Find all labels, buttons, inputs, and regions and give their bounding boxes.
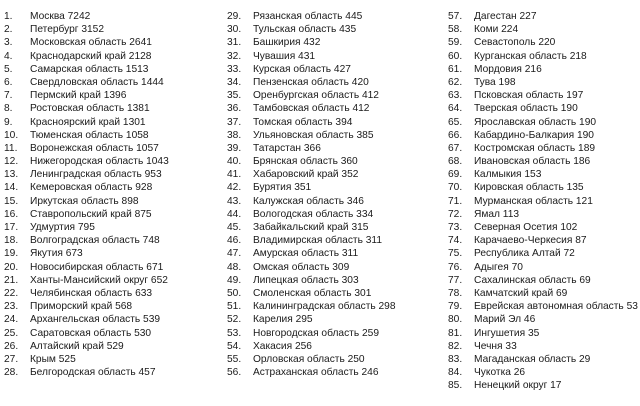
list-item-number: 56.: [227, 367, 242, 379]
list-item-number: 25.: [4, 327, 19, 339]
list-item-text: Приморский край 568: [30, 301, 133, 313]
list-item-number: 84.: [448, 367, 463, 379]
list-item-text: Петербург 3152: [30, 24, 104, 36]
list-item-number: 67.: [448, 142, 463, 154]
list-item-text: Белгородская область 457: [30, 367, 156, 379]
list-item-text: Брянская область 360: [253, 156, 358, 168]
list-item-text: Пермский край 1396: [30, 90, 127, 102]
list-item-number: 60.: [448, 50, 463, 62]
list-item-text: Тува 198: [474, 76, 516, 88]
list-item-text: Калмыкия 153: [474, 169, 542, 181]
list-item-text: Архангельская область 539: [30, 314, 161, 326]
list-item-text: Воронежская область 1057: [30, 142, 159, 154]
list-item-number: 24.: [4, 314, 19, 326]
list-item-text: Удмуртия 795: [30, 222, 95, 233]
list-item-text: Камчатский край 69: [474, 287, 568, 299]
list-item-number: 16.: [4, 208, 19, 220]
list-item-number: 73.: [448, 222, 463, 233]
list-item-number: 64.: [448, 103, 463, 115]
list-item-text: Забайкальский край 315: [253, 222, 369, 233]
list-item-number: 20.: [4, 261, 19, 273]
list-item-number: 34.: [227, 76, 242, 88]
list-item-text: Челябинская область 633: [30, 287, 153, 299]
list-item-text: Кемеровская область 928: [30, 182, 153, 194]
list-item-text: Чечня 33: [474, 340, 517, 352]
list-item-text: Якутия 673: [30, 248, 83, 260]
list-item-text: Ямал 113: [474, 208, 520, 220]
list-item-number: 33.: [227, 63, 242, 75]
list-item-number: 46.: [227, 235, 242, 247]
list-item-text: Адыгея 70: [474, 261, 523, 273]
list-item-text: Ставропольский край 875: [30, 208, 152, 220]
list-item-text: Владимирская область 311: [253, 235, 382, 247]
list-item-number: 9.: [4, 116, 13, 128]
list-item-number: 62.: [448, 76, 463, 88]
list-item-number: 8.: [4, 103, 13, 115]
list-item-number: 49.: [227, 274, 242, 286]
list-item-text: Башкирия 432: [253, 37, 321, 49]
list-item-text: Марий Эл 46: [474, 314, 536, 326]
list-item-text: Амурская область 311: [253, 248, 359, 260]
list-item-number: 58.: [448, 24, 463, 36]
list-item-number: 69.: [448, 169, 463, 181]
list-item-number: 71.: [448, 195, 463, 207]
list-item-number: 42.: [227, 182, 242, 194]
list-item-text: Ростовская область 1381: [30, 103, 150, 115]
list-item-number: 44.: [227, 208, 242, 220]
list-item-text: Новгородская область 259: [253, 327, 379, 339]
list-item-text: Северная Осетия 102: [474, 222, 578, 233]
list-item-text: Бурятия 351: [253, 182, 312, 194]
list-item-number: 74.: [448, 235, 463, 247]
list-item-number: 70.: [448, 182, 463, 194]
list-item-number: 53.: [227, 327, 242, 339]
list-item-number: 43.: [227, 195, 242, 207]
list-item-text: Псковская область 197: [474, 90, 584, 102]
list-item-number: 1.: [4, 11, 13, 22]
list-item-number: 81.: [448, 327, 463, 339]
list-item-text: Чукотка 26: [474, 367, 526, 379]
list-item-number: 3.: [4, 37, 13, 49]
list-item-text: Иркутская область 898: [30, 195, 139, 207]
list-item-number: 17.: [4, 222, 19, 233]
list-item-text: Мурманская область 121: [474, 195, 593, 207]
list-item-text: Республика Алтай 72: [474, 248, 575, 260]
list-item-number: 14.: [4, 182, 19, 194]
list-item-number: 38.: [227, 129, 242, 141]
list-item-text: Мордовия 216: [474, 63, 542, 75]
list-item-text: Орловская область 250: [253, 353, 365, 365]
list-item-number: 22.: [4, 287, 19, 299]
list-item-text: Калужская область 346: [253, 195, 364, 207]
list-item-number: 85.: [448, 380, 463, 392]
list-item-number: 19.: [4, 248, 19, 260]
list-item-text: Алтайский край 529: [30, 340, 124, 352]
list-item-number: 66.: [448, 129, 463, 141]
list-item-text: Еврейская автономная область 53: [474, 301, 638, 313]
list-item-text: Нижегородская область 1043: [30, 156, 169, 168]
list-item-number: 79.: [448, 301, 463, 313]
list-item-number: 63.: [448, 90, 463, 102]
list-item-number: 35.: [227, 90, 242, 102]
list-item-number: 12.: [4, 156, 19, 168]
list-item-text: Магаданская область 29: [474, 353, 591, 365]
list-item-number: 30.: [227, 24, 242, 36]
list-item-number: 75.: [448, 248, 463, 260]
list-item-text: Крым 525: [30, 353, 76, 365]
list-item-number: 4.: [4, 50, 13, 62]
list-item-text: Астраханская область 246: [253, 367, 379, 379]
list-item-number: 32.: [227, 50, 242, 62]
list-item-number: 59.: [448, 37, 463, 49]
list-item-text: Коми 224: [474, 24, 519, 36]
list-item-text: Тверская область 190: [474, 103, 578, 115]
list-item-text: Севастополь 220: [474, 37, 556, 49]
list-item-number: 28.: [4, 367, 19, 379]
list-item-number: 21.: [4, 274, 19, 286]
list-item-text: Курская область 427: [253, 63, 351, 75]
list-item-text: Тульская область 435: [253, 24, 357, 36]
list-item-number: 36.: [227, 103, 242, 115]
list-item-number: 39.: [227, 142, 242, 154]
list-item-text: Курганская область 218: [474, 50, 587, 62]
list-item-text: Карелия 295: [253, 314, 313, 326]
list-item-number: 68.: [448, 156, 463, 168]
list-item-text: Оренбургская область 412: [253, 90, 379, 102]
list-item-number: 31.: [227, 37, 242, 49]
list-item-text: Хакасия 256: [253, 340, 312, 352]
list-item-text: Чувашия 431: [253, 50, 316, 62]
list-item-number: 11.: [4, 142, 18, 154]
list-item-number: 65.: [448, 116, 463, 128]
list-item-text: Липецкая область 303: [253, 274, 359, 286]
list-item-number: 37.: [227, 116, 242, 128]
list-item-text: Московская область 2641: [30, 37, 152, 49]
list-item-number: 7.: [4, 90, 13, 102]
list-item-text: Красноярский край 1301: [30, 116, 146, 128]
list-item-number: 78.: [448, 287, 463, 299]
list-item-text: Краснодарский край 2128: [30, 50, 152, 62]
list-item-number: 55.: [227, 353, 242, 365]
list-item-number: 51.: [227, 301, 242, 313]
list-item-number: 82.: [448, 340, 463, 352]
list-item-number: 6.: [4, 76, 13, 88]
list-item-text: Ярославская область 190: [474, 116, 597, 128]
list-item-text: Хабаровский край 352: [253, 169, 359, 181]
list-item-text: Ульяновская область 385: [253, 129, 374, 141]
list-item-number: 5.: [4, 63, 13, 75]
list-item-number: 77.: [448, 274, 463, 286]
list-item-number: 52.: [227, 314, 242, 326]
list-item-text: Рязанская область 445: [253, 11, 363, 22]
list-item-text: Самарская область 1513: [30, 63, 149, 75]
list-item-text: Ненецкий округ 17: [474, 380, 562, 392]
list-item-text: Томская область 394: [253, 116, 353, 128]
list-item-number: 41.: [227, 169, 242, 181]
list-item-number: 83.: [448, 353, 463, 365]
list-item-text: Вологодская область 334: [253, 208, 374, 220]
list-item-text: Свердловская область 1444: [30, 76, 164, 88]
list-item-number: 50.: [227, 287, 242, 299]
list-item-text: Новосибирская область 671: [30, 261, 164, 273]
list-item-text: Татарстан 366: [253, 142, 321, 154]
list-item-number: 13.: [4, 169, 19, 181]
list-item-text: Смоленская область 301: [253, 287, 372, 299]
list-item-number: 40.: [227, 156, 242, 168]
list-item-number: 45.: [227, 222, 242, 233]
list-item-text: Карачаево-Черкесия 87: [474, 235, 587, 247]
list-item-number: 57.: [448, 11, 463, 22]
list-item-text: Тюменская область 1058: [30, 129, 149, 141]
list-item-text: Ханты-Мансийский округ 652: [30, 274, 168, 286]
list-item-text: Костромская область 189: [474, 142, 596, 154]
list-item-text: Волгоградская область 748: [30, 235, 160, 247]
list-item-text: Омская область 309: [253, 261, 350, 273]
list-item-number: 18.: [4, 235, 19, 247]
list-item-number: 23.: [4, 301, 19, 313]
list-item-text: Пензенская область 420: [253, 76, 369, 88]
list-item-text: Калининградская область 298: [253, 301, 396, 313]
list-item-text: Ингушетия 35: [474, 327, 540, 339]
list-item-number: 76.: [448, 261, 463, 273]
list-item-number: 54.: [227, 340, 242, 352]
list-item-text: Кабардино-Балкария 190: [474, 129, 594, 141]
list-item-number: 61.: [448, 63, 463, 75]
list-item-text: Тамбовская область 412: [253, 103, 370, 115]
list-item-number: 72.: [448, 208, 463, 220]
list-item-text: Саратовская область 530: [30, 327, 152, 339]
list-item-text: Москва 7242: [30, 11, 91, 22]
list-item-number: 48.: [227, 261, 242, 273]
list-item-number: 27.: [4, 353, 19, 365]
list-item-text: Ивановская область 186: [474, 156, 591, 168]
list-item-number: 80.: [448, 314, 463, 326]
list-item-number: 10.: [4, 129, 19, 141]
list-item-number: 15.: [4, 195, 19, 207]
list-item-number: 2.: [4, 24, 13, 36]
list-item-text: Дагестан 227: [474, 11, 537, 22]
list-item-text: Сахалинская область 69: [474, 274, 591, 286]
list-item-number: 29.: [227, 11, 242, 22]
list-item-text: Ленинградская область 953: [30, 169, 162, 181]
list-item-text: Кировская область 135: [474, 182, 584, 194]
list-item-number: 26.: [4, 340, 19, 352]
list-item-number: 47.: [227, 248, 242, 260]
